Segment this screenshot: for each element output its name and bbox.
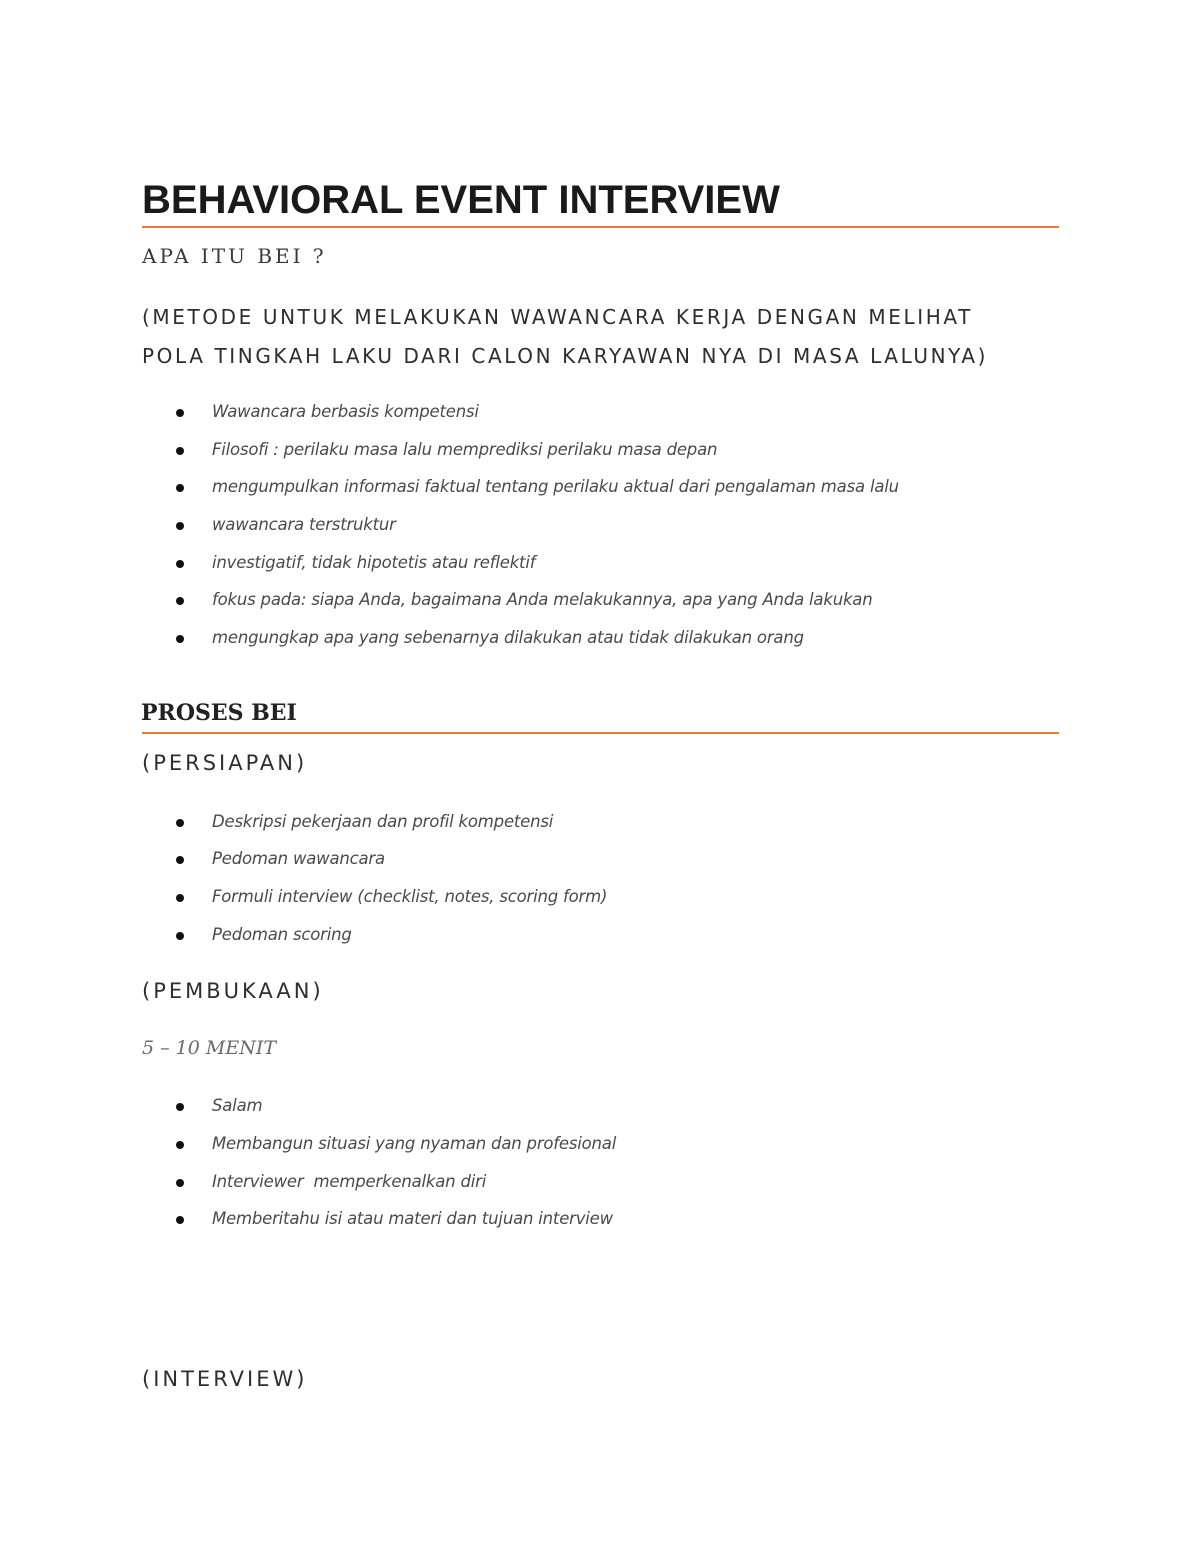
bullet-icon [176, 447, 184, 455]
list-item-text: Pedoman wawancara [212, 849, 385, 868]
bullet-icon [176, 856, 184, 864]
list-item-text: Salam [212, 1096, 263, 1115]
bullet-icon [176, 1103, 184, 1111]
subtitle: APA ITU BEI ? [142, 244, 327, 268]
list-item-text: Filosofi : perilaku masa lalu memprediksi perilaku masa depan [212, 440, 718, 459]
definition-line: POLA TINGKAH LAKU DARI CALON KARYAWAN NYA DI MASA LALUNYA) [142, 344, 989, 368]
list-item-text: mengumpulkan informasi faktual tentang perilaku aktual dari pengalaman masa lalu [212, 477, 899, 496]
list-item-text: investigatif, tidak hipotetis atau reflektif [212, 553, 536, 572]
list-item-text: Interviewer memperkenalkan diri [212, 1172, 487, 1191]
bullet-icon [176, 1216, 184, 1224]
list-item-text: fokus pada: siapa Anda, bagaimana Anda melakukannya, apa yang Anda lakukan [212, 590, 873, 609]
document-title: BEHAVIORAL EVENT INTERVIEW [142, 178, 780, 222]
list-item-text: Memberitahu isi atau materi dan tujuan interview [212, 1209, 613, 1228]
definition-line: (METODE UNTUK MELAKUKAN WAWANCARA KERJA DENGAN MELIHAT [142, 305, 973, 329]
bullet-icon [176, 560, 184, 568]
opening-heading: (PEMBUKAAN) [142, 979, 324, 1003]
list-item-text: wawancara terstruktur [212, 515, 396, 534]
process-heading: PROSES BEI [141, 700, 297, 726]
bullet-icon [176, 1141, 184, 1149]
list-item-text: Pedoman scoring [212, 925, 352, 944]
bullet-icon [176, 409, 184, 417]
list-item-text: Membangun situasi yang nyaman dan profesional [212, 1134, 617, 1153]
title-underline [142, 226, 1059, 228]
bullet-icon [176, 635, 184, 643]
list-item-text: Deskripsi pekerjaan dan profil kompetensi [212, 812, 554, 831]
list-item-text: Formuli interview (checklist, notes, scoring form) [212, 887, 608, 906]
bullet-icon [176, 484, 184, 492]
interview-heading: (INTERVIEW) [142, 1367, 308, 1391]
preparation-heading: (PERSIAPAN) [142, 751, 308, 775]
bullet-icon [176, 597, 184, 605]
bullet-icon [176, 819, 184, 827]
opening-duration: 5 – 10 MENIT [142, 1037, 277, 1059]
section-underline [142, 732, 1059, 734]
list-item-text: Wawancara berbasis kompetensi [212, 402, 479, 421]
bullet-icon [176, 522, 184, 530]
list-item-text: mengungkap apa yang sebenarnya dilakukan atau tidak dilakukan orang [212, 628, 804, 647]
bullet-icon [176, 1179, 184, 1187]
definition-paragraph [142, 298, 1062, 376]
bullet-icon [176, 932, 184, 940]
bullet-icon [176, 894, 184, 902]
